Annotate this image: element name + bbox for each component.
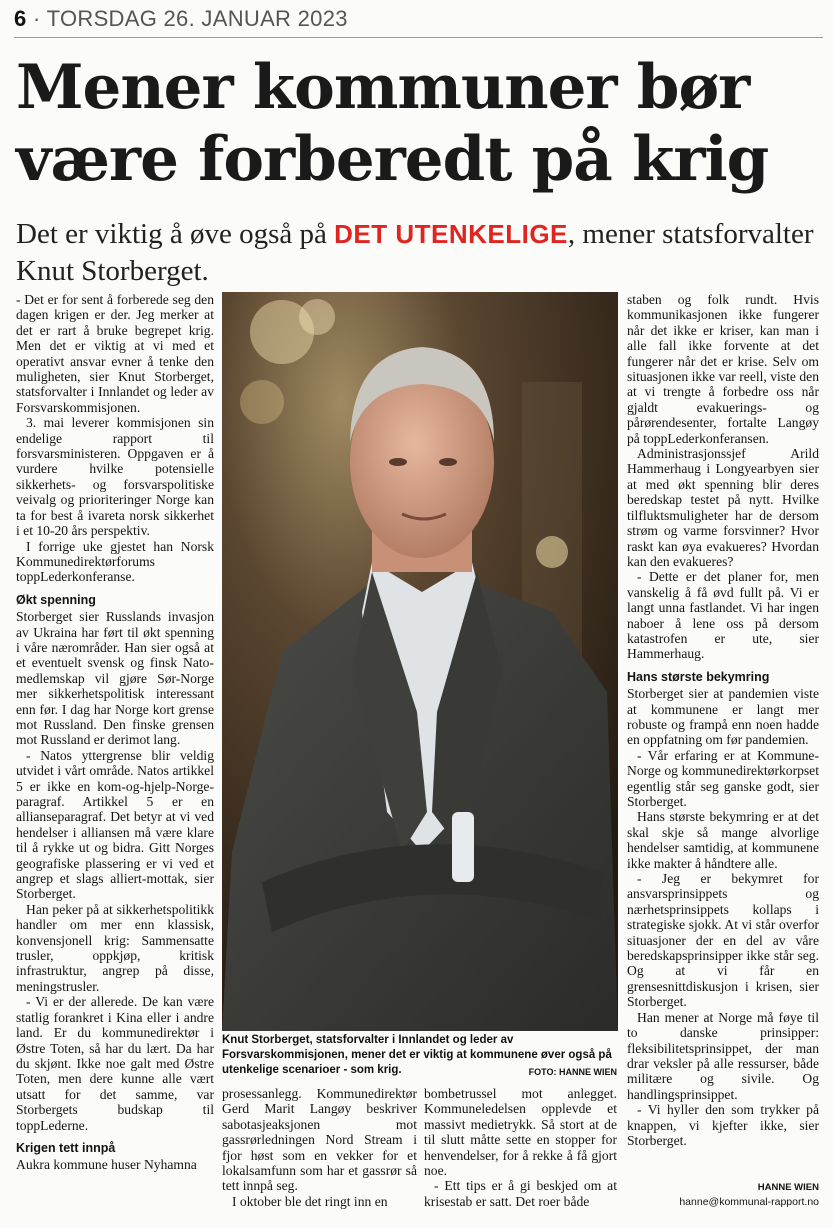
article-column-1 bbox=[16, 292, 214, 1173]
deck-highlight: DET UTENKELIGE bbox=[334, 219, 568, 249]
header-separator: · bbox=[32, 6, 41, 31]
paragraph: - Natos yttergrense blir veldig utvidet i vårt område. Natos artikkel 5 er ikke en kom-og-hjelp-Norge-paragraf. Artikkel 5 er en allianseparagraf. Det betyr at vi ved hendelser i alliansen må være klare til å rykke ut og bidra. Gitt Norges geografiske plassering er vi ved et angrep et slags alliert-mottak, sier Storberget. bbox=[16, 747, 214, 902]
article-column-3-bottom bbox=[424, 1086, 617, 1209]
portrait-photo bbox=[222, 292, 618, 1031]
paragraph: - Jeg er bekymret for ansvarsprinsippets og nærhetsprinsippets kollaps i strategiske sjokk. At vi står overfor situasjoner der en del av våre beredskapsprinsipper ikke står seg. Og at vi får en grensesnittdiskusjon i krisen, sier Storberget. bbox=[627, 871, 819, 1010]
deck-pre: Det er viktig å øve også på bbox=[16, 218, 335, 250]
paragraph: - Ett tips er å gi beskjed om at krisestab er satt. Det roer både bbox=[424, 1178, 617, 1209]
byline-email: hanne@kommunal-rapport.no bbox=[679, 1196, 819, 1208]
paragraph: Han mener at Norge må føye til to danske prinsipper: fleksibilitetsprinsippet, der man drar veksler på alle ressurser, både militære og sivile. Og handlingsprinsippet. bbox=[627, 1009, 819, 1102]
paragraph: - Vår erfaring er at Kommune-Norge og kommunedirektørkorpset egentlig står seg ganske godt, sier Storberget. bbox=[627, 747, 819, 809]
subheading: Krigen tett innpå bbox=[16, 1140, 116, 1155]
page-date: TORSDAG 26. JANUAR 2023 bbox=[46, 6, 348, 31]
headline: Mener kommuner bør være forberedt på krig bbox=[16, 52, 769, 195]
paragraph: - Vi er der allerede. De kan være statlig forankret i Kina eller i andre land. Er du kommunedirektør i Østre Toten, så har du lært. Da har du skjønt. Ikke noe galt med Østre Toten, men dere kunne alle vært utsatt for det samme, var Storbergets budskap til toppLederne. bbox=[16, 994, 214, 1133]
subheading: Hans største bekymring bbox=[627, 669, 770, 684]
caption-text: Knut Storberget, statsforvalter i Innlandet og leder av Forsvarskommisjonen, mener det er viktig at kommunene øver også på utenkelige scenarioer - som krig. bbox=[222, 1034, 612, 1076]
subheading: Økt spenning bbox=[16, 592, 96, 607]
paragraph: - Dette er det planer for, men vanskelig å få øvd fullt på. Vi er langt unna fastlandet. Vi har ingen naboer å lene oss på dersom katastrofen er ute, sier Hammerhaug. bbox=[627, 569, 819, 662]
paragraph: - Det er for sent å forberede seg den dagen krigen er der. Jeg merker at det er rart å bruke begrepet krig. Men det er viktig at vi med et operativt ansvar evner å tenke den muligheten, sier Knut Storberget, statsforvalter i Innlandet og leder av Forsvarskommisjonen. bbox=[16, 292, 214, 415]
article-column-4 bbox=[627, 292, 819, 1148]
byline bbox=[679, 1180, 819, 1210]
deck bbox=[16, 216, 816, 290]
paragraph: - Vi hyller den som trykker på knappen, vi kjefter ikke, sier Storberget. bbox=[627, 1102, 819, 1148]
portrait-illustration bbox=[222, 292, 618, 1031]
page-number: 6 bbox=[14, 6, 27, 31]
header-rule bbox=[14, 37, 823, 38]
paragraph: prosessanlegg. Kommunedirektør Gerd Marit Langøy beskriver sabotasjeaksjonen mot gassrørledningen Nord Stream i fjor høst som en vekker for et lokalsamfunn som har et gassrør så tett innpå seg. bbox=[222, 1086, 417, 1194]
photo-caption bbox=[222, 1033, 617, 1080]
paragraph: Han peker på at sikkerhetspolitikk handler om mer enn klassisk, konvensjonell krig: Sammensatte trusler, oppkjøp, kritisk infrastruktur, angrep på disse, meningstrusler. bbox=[16, 901, 214, 994]
paragraph: Storberget sier at pandemien viste at kommunene er langt mer robuste og frampå enn noen hadde en oppfatning om før pandemien. bbox=[627, 686, 819, 748]
deck-post: , mener statsforvalter Knut Storberget. bbox=[16, 218, 814, 287]
paragraph: I forrige uke gjestet han Norsk Kommunedirektørforums toppLederkonferanse. bbox=[16, 538, 214, 585]
photo-credit: FOTO: HANNE WIEN bbox=[528, 1067, 617, 1077]
paragraph: Storberget sier Russlands invasjon av Ukraina har ført til økt spenning i våre nærområder. Han sier også at et eventuelt svensk og finsk Nato-medlemskap vil gjøre Sør-Norge mer sikkerhetspolitisk interessant enn før. I dag har Norge kort grense mot Russland. Den finske grensen mot Russland er derimot lang. bbox=[16, 609, 214, 748]
page-header bbox=[14, 6, 348, 32]
paragraph: staben og folk rundt. Hvis kommunikasjonen ikke fungerer når det ikke er kriser, kan man i alle fall ikke forvente at det fungerer når det er krise. Selv om situasjonen ikke var reell, viste den at vi trengte å forbedre oss når gjaldt evakuerings- og pårørendesenter, fortalte Langøy på toppLederkonferansen. bbox=[627, 292, 819, 446]
paragraph: bombetrussel mot anlegget. Kommuneledelsen opplevde et massivt medietrykk. Så stort at de til slutt måtte sette en stopper for henvendelser, for å rekke å få gjort noe. bbox=[424, 1086, 617, 1179]
paragraph: Hans største bekymring er at det skal skje så mange alvorlige hendelser samtidig, at kommunene ikke makter å håndtere alle. bbox=[627, 809, 819, 871]
article-column-2-bottom bbox=[222, 1086, 417, 1209]
paragraph: I oktober ble det ringt inn en bbox=[232, 1193, 388, 1209]
paragraph: Aukra kommune huser Nyhamna bbox=[16, 1157, 197, 1173]
byline-name: HANNE WIEN bbox=[757, 1182, 819, 1193]
paragraph: Administrasjonssjef Arild Hammerhaug i Longyearbyen sier at med økt spenning blir deres beredskap testet på nytt. Hvilke tilfluktsmuligheter har de dersom strøm og varme forsvinner? Hvor raskt kan øya evakueres? Hvordan kan den evakueres? bbox=[627, 446, 819, 569]
paragraph: 3. mai leverer kommisjonen sin endelige rapport til forsvarsministeren. Oppgaven er å vurdere hvilke potensielle sikkerhets- og forsvarspolitiske veivalg og prioriteringer Norge kan ta for best å ivareta norsk sikkerhet i et 10-20 års perspektiv. bbox=[16, 415, 214, 539]
